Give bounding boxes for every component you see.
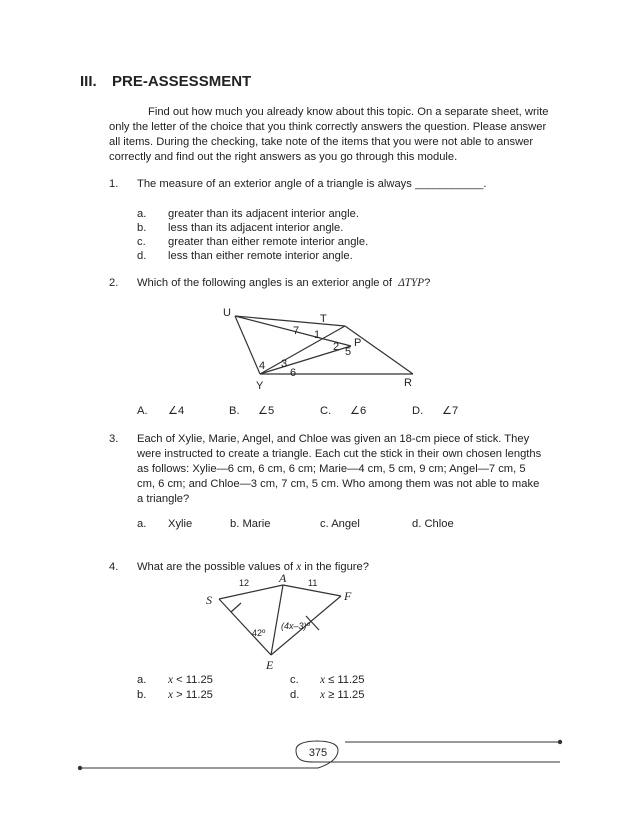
- q3-line-5: a triangle?: [137, 493, 190, 505]
- q4-kite-figure: [195, 572, 375, 672]
- q1-choice-a-letter: a.: [137, 208, 147, 220]
- footer-line-right: [296, 741, 560, 762]
- q3-line-2: were instructed to create a triangle. Each cut the stick in their own chosen lengths: [137, 448, 542, 460]
- intro-line-1: Find out how much you already know about this topic. On a separate sheet, write: [148, 106, 549, 118]
- label-y: Y: [256, 380, 264, 392]
- q1-choice-d: less than either remote interior angle.: [168, 250, 353, 262]
- intro-line-3: all items. During the checking, take note of the items that you were not able to answer: [109, 136, 534, 148]
- side-length-sa: 12: [239, 578, 250, 588]
- q2-triangle-figure: [215, 302, 435, 392]
- q2-text: Which of the following angles is an exterior angle of ΔTYP?: [137, 277, 431, 289]
- q1-number: 1.: [109, 178, 119, 190]
- angle-5: 5: [345, 346, 352, 358]
- q4-choice-a-letter: a.: [137, 674, 147, 686]
- q4-choice-d: x ≥ 11.25: [320, 689, 365, 701]
- angle-4x-3: (4x–3)º: [281, 621, 310, 631]
- segment-ae: [271, 585, 283, 655]
- q1-choice-d-letter: d.: [137, 250, 147, 262]
- segment-tr: [345, 326, 413, 374]
- page-number: 375: [308, 747, 328, 759]
- angle-42: 42º: [252, 628, 266, 638]
- angle-1: 1: [314, 329, 321, 341]
- q4-number: 4.: [109, 561, 119, 573]
- q3-line-3: as follows: Xylie—6 cm, 6 cm, 6 cm; Marie—4 cm, 5 cm, 9 cm; Angel—7 cm, 5: [137, 463, 526, 475]
- label-f: F: [344, 589, 352, 603]
- q1-choice-c-letter: c.: [137, 236, 146, 248]
- label-r: R: [404, 377, 412, 389]
- label-s: S: [206, 593, 212, 607]
- q4-text: What are the possible values of x in the figure?: [137, 561, 369, 573]
- q4-choice-d-letter: d.: [290, 689, 300, 701]
- q3-choice-a: Xylie: [168, 518, 193, 530]
- q4-choice-c: x ≤ 11.25: [320, 674, 365, 686]
- q2-choice-a-letter: A.: [137, 405, 148, 417]
- label-t: T: [320, 313, 327, 325]
- intro-line-2: only the letter of the choice that you think correctly answers the question. Please answer: [109, 121, 547, 133]
- footer-line-left: [80, 741, 338, 768]
- tick-se: [231, 603, 241, 612]
- q3-choice-a-letter: a.: [137, 518, 147, 530]
- q2-choice-c: ∠6: [350, 405, 367, 417]
- angle-7: 7: [293, 325, 300, 337]
- q3-choice-d: d. Chloe: [412, 518, 454, 530]
- q4-choice-b-letter: b.: [137, 689, 147, 701]
- q4-choice-b: x > 11.25: [168, 689, 213, 701]
- q1-text: The measure of an exterior angle of a triangle is always ___________.: [137, 178, 487, 190]
- q4-var: x: [296, 561, 302, 573]
- segment-sa: [219, 585, 283, 599]
- q2-triangle: ΔTYP: [398, 277, 425, 289]
- q1-choice-b-letter: b.: [137, 222, 147, 234]
- q2-choice-a: ∠4: [168, 405, 185, 417]
- intro-line-4: correctly and find out the right answers as you go through this module.: [109, 151, 458, 163]
- footer-dot-left: [78, 766, 82, 770]
- segment-se: [219, 599, 271, 655]
- q3-choice-c: c. Angel: [320, 518, 360, 530]
- q2-choice-d-letter: D.: [412, 405, 424, 417]
- segment-uy: [235, 316, 260, 374]
- q1-choice-b: less than its adjacent interior angle.: [168, 222, 344, 234]
- q1-choice-a: greater than its adjacent interior angle.: [168, 208, 359, 220]
- q3-line-1: Each of Xylie, Marie, Angel, and Chloe was given an 18-cm piece of stick. They: [137, 433, 530, 445]
- q1-choice-c: greater than either remote interior angle.: [168, 236, 369, 248]
- angle-4: 4: [259, 360, 266, 372]
- q4-choice-c-letter: c.: [290, 674, 299, 686]
- q3-line-4: cm, 6 cm; and Chloe—3 cm, 7 cm, 5 cm. Who among them was not able to make: [137, 478, 540, 490]
- angle-3: 3: [281, 358, 288, 370]
- label-u: U: [223, 307, 231, 319]
- q2-choice-b: ∠5: [258, 405, 275, 417]
- section-title: PRE-ASSESSMENT: [112, 73, 252, 90]
- section-number: III.: [80, 73, 97, 90]
- side-length-af: 11: [308, 578, 318, 588]
- label-p: P: [354, 337, 362, 349]
- q2-choice-b-letter: B.: [229, 405, 240, 417]
- label-e: E: [266, 658, 274, 672]
- angle-6: 6: [290, 367, 297, 379]
- q2-number: 2.: [109, 277, 119, 289]
- q2-choice-c-letter: C.: [320, 405, 332, 417]
- q4-choice-a: x < 11.25: [168, 674, 213, 686]
- label-a: A: [279, 572, 287, 585]
- q3-choice-b: b. Marie: [230, 518, 271, 530]
- angle-2: 2: [333, 341, 340, 353]
- q3-number: 3.: [109, 433, 119, 445]
- segment-ut: [235, 316, 345, 326]
- q2-choice-d: ∠7: [442, 405, 459, 417]
